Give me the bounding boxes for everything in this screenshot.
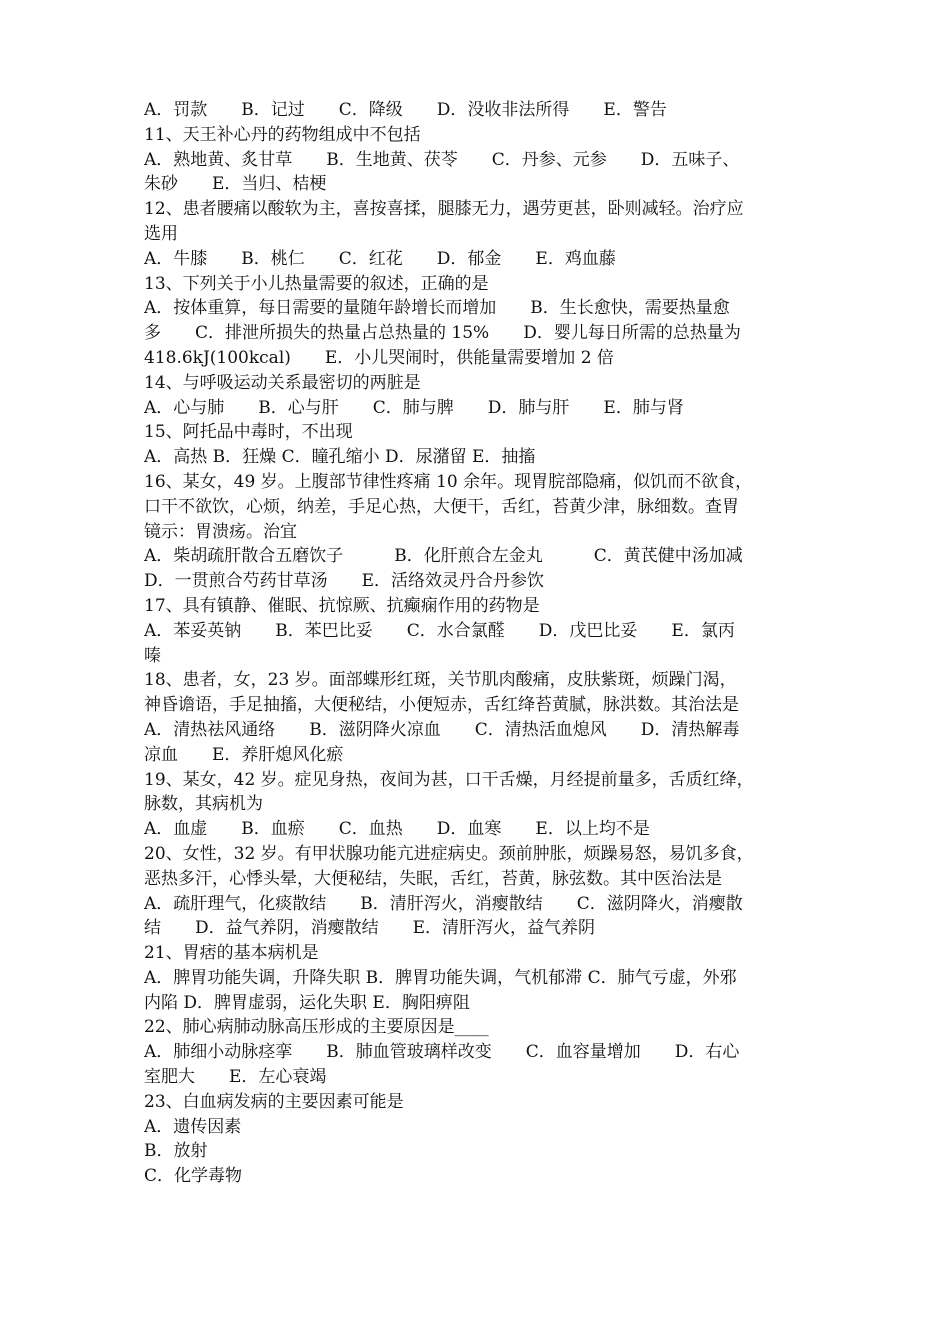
question-20: 20、女性，32 岁。有甲状腺功能亢进症病史。颈前肿胀，烦躁易怒，易饥多食， [144, 843, 754, 864]
question-13: 13、下列关于小儿热量需要的叙述，正确的是 [144, 273, 489, 294]
text-line: 多 C．排泄所损失的热量占总热量的 15% D．婴儿每日所需的总热量为 [144, 323, 741, 344]
text-line: D．一贯煎合芍药甘草汤 E．活络效灵丹合丹参饮 [144, 571, 545, 592]
text-line: A．脾胃功能失调，升降失职 B．脾胃功能失调，气机郁滞 C．肺气亏虚，外邪 [144, 967, 737, 988]
question-11: 11、天王补心丹的药物组成中不包括 [144, 124, 421, 145]
text-line: 神昏谵语，手足抽搐，大便秘结，小便短赤，舌红绛苔黄腻，脉洪数。其治法是 [144, 695, 739, 716]
text-line: 脉数，其病机为 [144, 794, 263, 815]
text-line: A．柴胡疏肝散合五磨饮子 B．化肝煎合左金丸 C．黄芪健中汤加减 [144, 546, 743, 567]
text-line: 内陷 D．脾胃虚弱，运化失职 E．胸阳痹阻 [144, 992, 470, 1013]
text-line: A．牛膝 B．桃仁 C．红花 D．郁金 E．鸡血藤 [144, 248, 616, 269]
text-line: 选用 [144, 223, 178, 244]
text-line: 嗪 [144, 645, 161, 666]
question-18: 18、患者，女，23 岁。面部蝶形红斑，关节肌肉酸痛，皮肤紫斑，烦躁门渴， [144, 670, 737, 691]
text-line: B．放射 [144, 1141, 208, 1162]
question-19: 19、某女，42 岁。症见身热，夜间为甚，口干舌燥，月经提前量多，舌质红绛， [144, 769, 754, 790]
question-15: 15、阿托品中毒时，不出现 [144, 422, 353, 443]
text-line: A．清热祛风通络 B．滋阴降火凉血 C．清热活血熄风 D．清热解毒 [144, 719, 740, 740]
text-line: 室肥大 E．左心衰竭 [144, 1067, 327, 1088]
question-23: 23、白血病发病的主要因素可能是 [144, 1091, 404, 1112]
text-line: 凉血 E．养肝熄风化瘀 [144, 744, 344, 765]
text-line: C．化学毒物 [144, 1166, 243, 1187]
text-line: A．熟地黄、炙甘草 B．生地黄、茯苓 C．丹参、元参 D．五味子、 [144, 149, 740, 170]
text-line: 朱砂 E．当归、桔梗 [144, 174, 327, 195]
text-line: 418.6kJ(100kcal) E．小儿哭闹时，供能量需要增加 2 倍 [144, 347, 614, 368]
text-line: A．苯妥英钠 B．苯巴比妥 C．水合氯醛 D．戊巴比妥 E．氯丙 [144, 620, 735, 641]
text-line: A．高热 B．狂燥 C．瞳孔缩小 D．尿潴留 E．抽搐 [144, 447, 536, 468]
text-line: A．肺细小动脉痉挛 B．肺血管玻璃样改变 C．血容量增加 D．右心 [144, 1042, 740, 1063]
question-17: 17、具有镇静、催眠、抗惊厥、抗癫痫作用的药物是 [144, 595, 540, 616]
question-16: 16、某女，49 岁。上腹部节律性疼痛 10 余年。现胃脘部隐痛，似饥而不欲食， [144, 471, 753, 492]
question-21: 21、胃痞的基本病机是 [144, 943, 319, 964]
text-line: 结 D．益气养阴，消瘿散结 E．清肝泻火，益气养阴 [144, 918, 596, 939]
document-page [144, 98, 814, 1189]
question-22: 22、肺心病肺动脉高压形成的主要原因是____ [144, 1017, 489, 1038]
question-12: 12、患者腰痛以酸软为主，喜按喜揉，腿膝无力，遇劳更甚，卧则减轻。治疗应 [144, 199, 744, 220]
text-line: A．按体重算，每日需要的量随年龄增长而增加 B．生长愈快，需要热量愈 [144, 298, 730, 319]
text-line: 镜示：胃溃疡。治宜 [144, 521, 297, 542]
text-line: A．心与肺 B．心与肝 C．肺与脾 D．肺与肝 E．肺与肾 [144, 397, 684, 418]
question-14: 14、与呼吸运动关系最密切的两脏是 [144, 372, 421, 393]
text-line: 恶热多汗，心悸头晕，大便秘结，失眠，舌红，苔黄，脉弦数。其中医治法是 [144, 868, 722, 889]
text-line: A．罚款 B．记过 C．降级 D．没收非法所得 E．警告 [144, 100, 667, 120]
text-line: 口干不欲饮，心烦，纳差，手足心热，大便干，舌红，苔黄少津，脉细数。查胃 [144, 496, 739, 517]
text-line: A．血虚 B．血瘀 C．血热 D．血寒 E．以上均不是 [144, 819, 650, 840]
text-line: A．疏肝理气，化痰散结 B．清肝泻火，消瘿散结 C．滋阴降火，消瘿散 [144, 893, 743, 914]
text-line: A．遗传因素 [144, 1116, 242, 1137]
